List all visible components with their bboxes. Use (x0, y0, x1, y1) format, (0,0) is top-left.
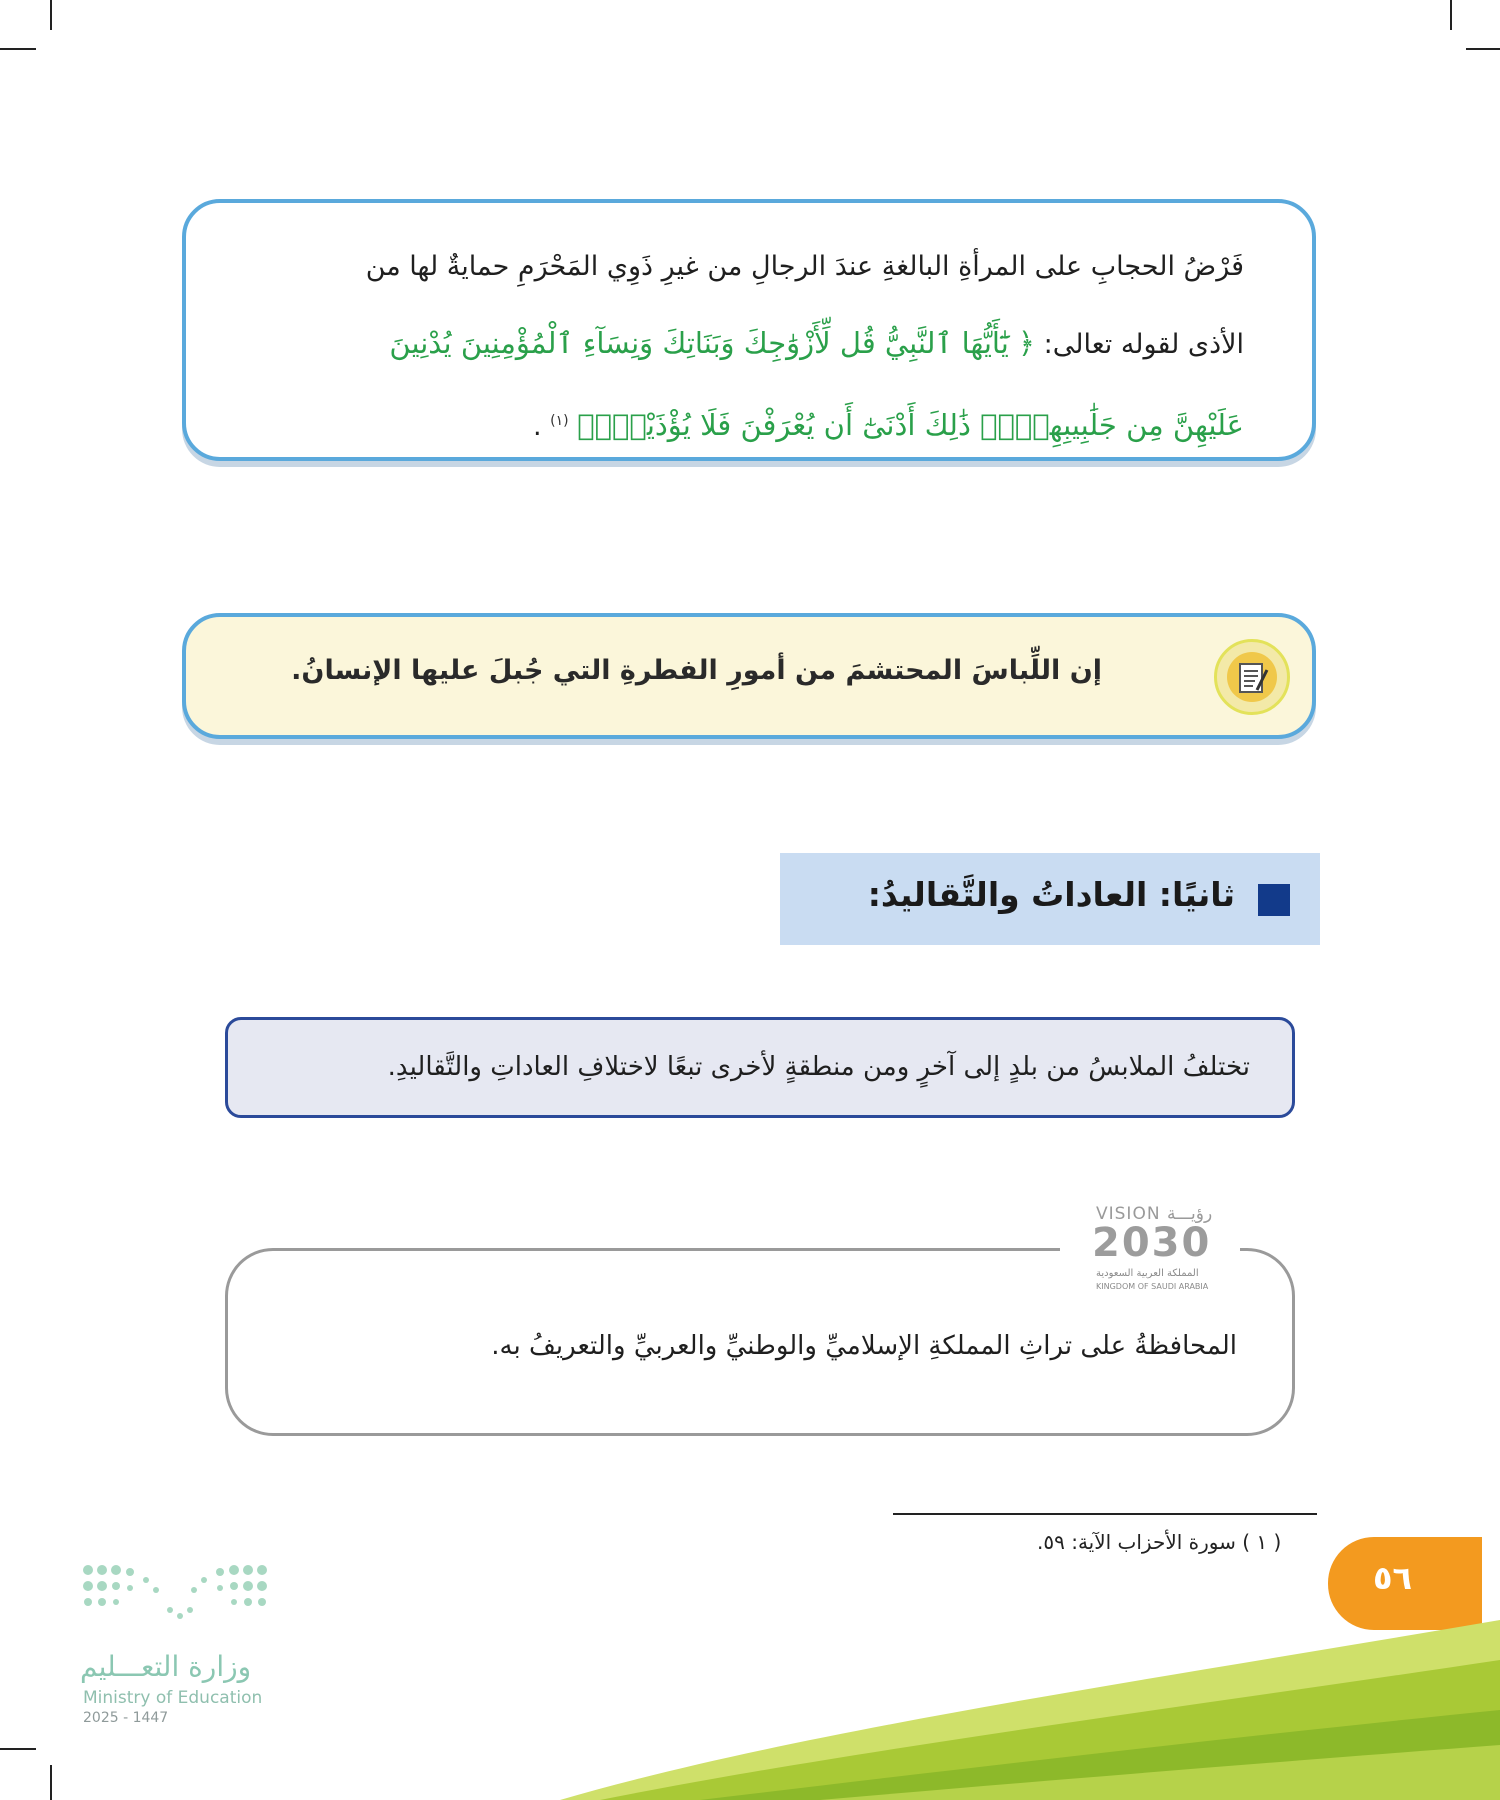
vision-year: 2030 (1092, 1220, 1212, 1266)
ministry-year: 2025 - 1447 (83, 1710, 169, 1726)
crop-mark (0, 48, 36, 50)
crop-mark (1450, 0, 1452, 30)
ministry-name-ar: وزارة التعـــليم (80, 1650, 252, 1683)
hijab-info-box (182, 199, 1316, 461)
heritage-text: المحافظةُ على تراثِ المملكةِ الإسلاميِّ والوطنيِّ والعربيِّ والتعريفُ به. (491, 1331, 1237, 1361)
hijab-line-2-prefix: الأذى لقوله تعالى: (1043, 329, 1244, 360)
clothing-variation-text: تختلفُ الملابسُ من بلدٍ إلى آخرٍ ومن منطقةٍ لأخرى تبعًا لاختلافِ العاداتِ والتَّقاليدِ. (387, 1052, 1250, 1082)
vision-kingdom-ar: المملكة العربية السعودية (1096, 1268, 1199, 1279)
crop-mark (1466, 48, 1500, 50)
footnote-reference: (١) (550, 413, 569, 429)
hijab-line-3 (254, 383, 1244, 465)
key-idea-text: إن اللِّباسَ المحتشمَ من أمورِ الفطرةِ التي جُبلَ عليها الإنسانُ. (291, 655, 1102, 686)
ministry-dots-icon (80, 1560, 270, 1630)
hijab-line-3-end: . (532, 411, 542, 442)
section-heading-text: ثانيًا: العاداتُ والتَّقاليدُ: (867, 875, 1235, 914)
quran-verse-part-2: عَلَيْهِنَّ مِن جَلَٰبِيبِهِنَّۚ ذَٰلِكَ أَدْنَىٰٓ أَن يُعْرَفْنَ فَلَا يُؤْذَيْنَۗ﴾ (577, 408, 1244, 442)
ministry-logo (80, 1560, 280, 1730)
section-heading (780, 853, 1320, 945)
ministry-name-en: Ministry of Education (83, 1688, 263, 1708)
footnote-divider (893, 1513, 1317, 1515)
clothing-variation-box (225, 1017, 1295, 1118)
quran-verse-part-1: ﴿ يَٰٓأَيُّهَا ٱلنَّبِيُّ قُل لِّأَزْوَٰجِكَ وَبَنَاتِكَ وَنِسَآءِ ٱلْمُؤْمِنِينَ يُدْنِينَ (389, 326, 1036, 360)
note-icon (1214, 639, 1290, 715)
vision-2030-logo (1060, 1200, 1240, 1296)
footnote-text: ( ١ ) سورة الأحزاب الآية: ٥٩. (1037, 1530, 1282, 1554)
hijab-line-2 (254, 305, 1244, 383)
heading-square-icon (1258, 884, 1290, 916)
vision-label: VISION رؤيـــة (1096, 1204, 1213, 1224)
crop-mark (50, 0, 52, 30)
vision-kingdom-en: KINGDOM OF SAUDI ARABIA (1096, 1282, 1209, 1291)
hijab-line-1: فَرْضُ الحجابِ على المرأةِ البالغةِ عندَ الرجالِ من غيرِ ذَوِي المَحْرَمِ حمايةٌ لها من (365, 251, 1244, 282)
page-number-tab (1328, 1537, 1482, 1630)
key-idea-box (182, 613, 1316, 739)
page-number: ٥٦ (1373, 1559, 1413, 1597)
